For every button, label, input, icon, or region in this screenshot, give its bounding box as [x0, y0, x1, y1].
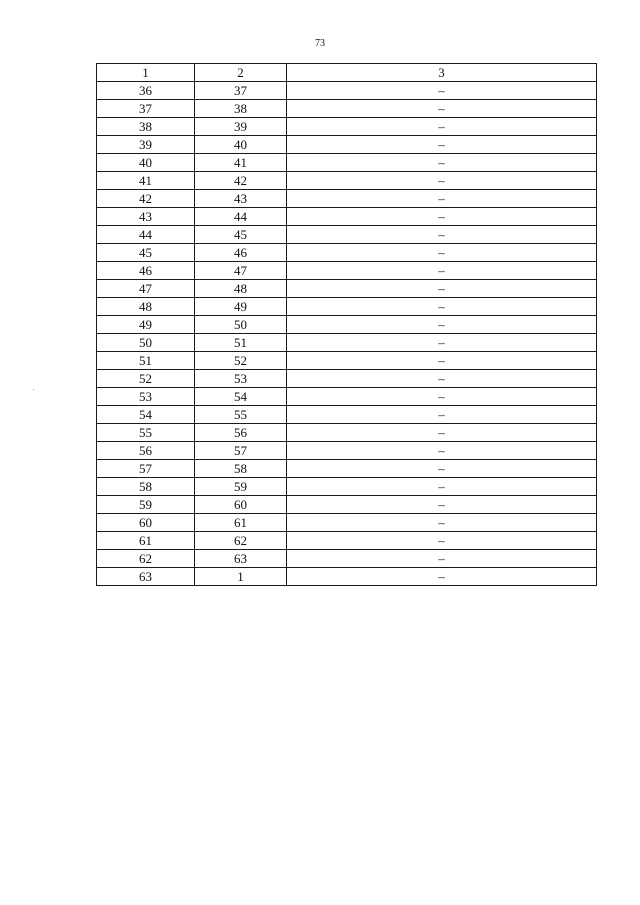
table-cell-col-2: 48: [195, 280, 287, 298]
table-cell-col-3: –: [287, 100, 597, 118]
table-cell-col-2: 56: [195, 424, 287, 442]
header-cell-col-1: 1: [97, 64, 195, 82]
table-row: [97, 442, 597, 460]
table-cell-col-3: –: [287, 118, 597, 136]
table-cell-col-1: 63: [97, 568, 195, 586]
table-cell-col-1: 38: [97, 118, 195, 136]
table-cell-col-2: 49: [195, 298, 287, 316]
table-cell-col-1: 45: [97, 244, 195, 262]
table-cell-col-2: 52: [195, 352, 287, 370]
table-cell-col-3: –: [287, 388, 597, 406]
table-cell-col-1: 54: [97, 406, 195, 424]
table-row: [97, 496, 597, 514]
table-cell-col-3: –: [287, 370, 597, 388]
table-cell-col-3: –: [287, 136, 597, 154]
table-cell-col-3: –: [287, 154, 597, 172]
table-cell-col-1: 59: [97, 496, 195, 514]
table-cell-col-3: –: [287, 226, 597, 244]
table-cell-col-3: –: [287, 82, 597, 100]
table-cell-col-1: 43: [97, 208, 195, 226]
table-cell-col-3: –: [287, 532, 597, 550]
table-cell-col-2: 44: [195, 208, 287, 226]
table-cell-col-2: 60: [195, 496, 287, 514]
table-cell-col-2: 57: [195, 442, 287, 460]
table-cell-col-1: 40: [97, 154, 195, 172]
table-row: [97, 208, 597, 226]
table-row: [97, 154, 597, 172]
table-cell-col-3: –: [287, 352, 597, 370]
table-cell-col-2: 1: [195, 568, 287, 586]
table-row: [97, 478, 597, 496]
table-cell-col-2: 46: [195, 244, 287, 262]
header-cell-col-2: 2: [195, 64, 287, 82]
table-cell-col-1: 62: [97, 550, 195, 568]
table-row: [97, 568, 597, 586]
table-cell-col-1: 49: [97, 316, 195, 334]
table-header-row: [97, 64, 597, 82]
table-cell-col-3: –: [287, 280, 597, 298]
table-row: [97, 262, 597, 280]
table-row: [97, 190, 597, 208]
table-body: [97, 82, 597, 586]
table-row: [97, 136, 597, 154]
table-cell-col-1: 36: [97, 82, 195, 100]
table-cell-col-1: 52: [97, 370, 195, 388]
table-cell-col-2: 45: [195, 226, 287, 244]
table-cell-col-1: 61: [97, 532, 195, 550]
table-row: [97, 424, 597, 442]
table-cell-col-3: –: [287, 550, 597, 568]
table-cell-col-3: –: [287, 172, 597, 190]
table-row: [97, 514, 597, 532]
table-cell-col-1: 37: [97, 100, 195, 118]
table-cell-col-3: –: [287, 190, 597, 208]
table-cell-col-2: 38: [195, 100, 287, 118]
table-cell-col-2: 53: [195, 370, 287, 388]
table-cell-col-2: 58: [195, 460, 287, 478]
table-cell-col-1: 55: [97, 424, 195, 442]
table-row: [97, 172, 597, 190]
table-row: [97, 298, 597, 316]
table-cell-col-1: 48: [97, 298, 195, 316]
table-row: [97, 532, 597, 550]
table-cell-col-1: 41: [97, 172, 195, 190]
table-cell-col-1: 50: [97, 334, 195, 352]
table-cell-col-1: 58: [97, 478, 195, 496]
table-cell-col-1: 56: [97, 442, 195, 460]
table-row: [97, 226, 597, 244]
table-cell-col-1: 51: [97, 352, 195, 370]
table-cell-col-1: 57: [97, 460, 195, 478]
table-cell-col-3: –: [287, 406, 597, 424]
table-cell-col-3: –: [287, 442, 597, 460]
table-row: [97, 280, 597, 298]
table-cell-col-1: 39: [97, 136, 195, 154]
table-cell-col-3: –: [287, 514, 597, 532]
table-cell-col-2: 55: [195, 406, 287, 424]
table-row: [97, 118, 597, 136]
table-cell-col-1: 60: [97, 514, 195, 532]
scan-artifact-dot: [33, 389, 34, 390]
table-cell-col-3: –: [287, 244, 597, 262]
table-cell-col-3: –: [287, 568, 597, 586]
table-header: [97, 64, 597, 82]
table-cell-col-1: 44: [97, 226, 195, 244]
table-cell-col-2: 40: [195, 136, 287, 154]
table-row: [97, 460, 597, 478]
table-row: [97, 100, 597, 118]
page-number: 73: [315, 38, 325, 49]
table-cell-col-2: 59: [195, 478, 287, 496]
table-cell-col-2: 54: [195, 388, 287, 406]
table-cell-col-2: 50: [195, 316, 287, 334]
table-cell-col-3: –: [287, 334, 597, 352]
table-cell-col-3: –: [287, 298, 597, 316]
table-cell-col-1: 47: [97, 280, 195, 298]
table-row: [97, 352, 597, 370]
table-row: [97, 244, 597, 262]
table-cell-col-3: –: [287, 208, 597, 226]
table-cell-col-3: –: [287, 262, 597, 280]
table-cell-col-3: –: [287, 460, 597, 478]
table-row: [97, 316, 597, 334]
table-cell-col-2: 39: [195, 118, 287, 136]
table-cell-col-3: –: [287, 316, 597, 334]
table-cell-col-2: 51: [195, 334, 287, 352]
table-cell-col-2: 61: [195, 514, 287, 532]
table-cell-col-2: 37: [195, 82, 287, 100]
table-cell-col-1: 53: [97, 388, 195, 406]
table-row: [97, 334, 597, 352]
table-cell-col-3: –: [287, 478, 597, 496]
table-cell-col-3: –: [287, 424, 597, 442]
data-table: [96, 63, 597, 586]
table-row: [97, 370, 597, 388]
table-cell-col-2: 42: [195, 172, 287, 190]
table-cell-col-2: 43: [195, 190, 287, 208]
table-row: [97, 388, 597, 406]
table-cell-col-2: 63: [195, 550, 287, 568]
table-cell-col-1: 46: [97, 262, 195, 280]
table-cell-col-2: 47: [195, 262, 287, 280]
header-cell-col-3: 3: [287, 64, 597, 82]
table-row: [97, 406, 597, 424]
table-cell-col-2: 41: [195, 154, 287, 172]
table-row: [97, 550, 597, 568]
table-cell-col-2: 62: [195, 532, 287, 550]
table-cell-col-3: –: [287, 496, 597, 514]
table-cell-col-1: 42: [97, 190, 195, 208]
table-row: [97, 82, 597, 100]
